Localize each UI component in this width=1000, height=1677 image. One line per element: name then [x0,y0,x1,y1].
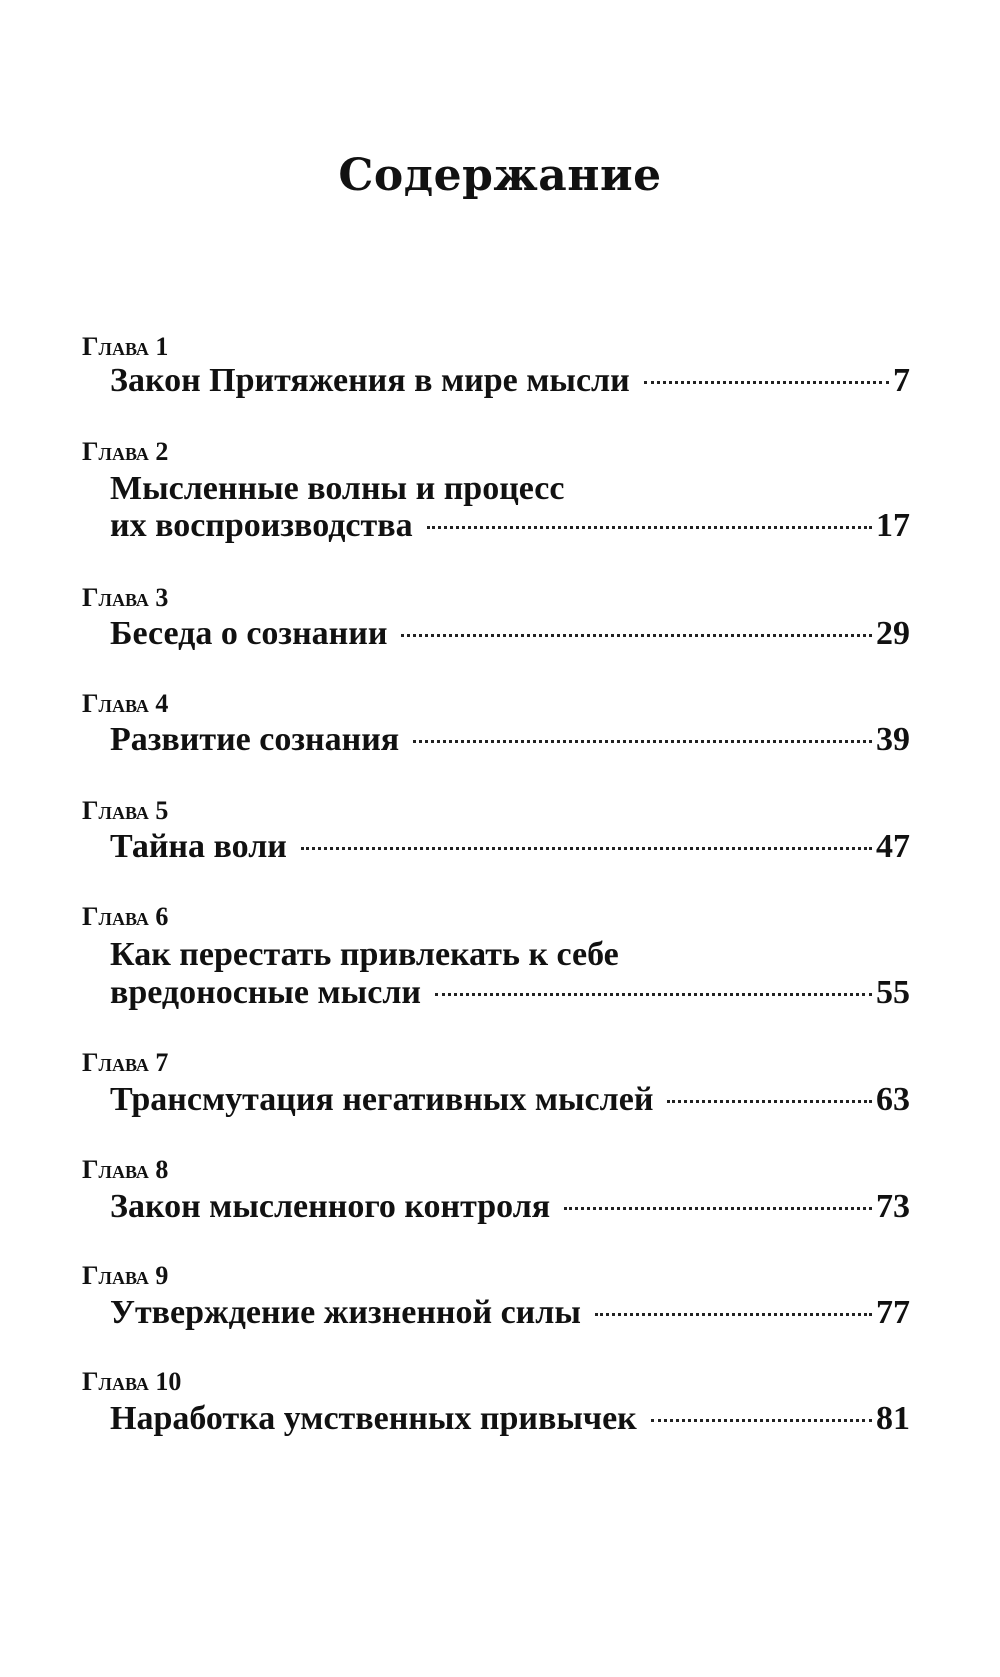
chapter-label: Глава 9 [82,1261,169,1290]
page-number: 73 [876,1188,910,1225]
page-number: 55 [876,974,910,1011]
page-number: 7 [893,362,910,399]
page-title: Содержание [338,150,662,201]
page-number: 17 [876,507,910,544]
toc-entry[interactable] [110,1294,910,1334]
dot-leader [401,634,872,637]
page-number: 77 [876,1294,910,1331]
toc-entry[interactable] [110,1400,910,1440]
toc-entry[interactable] [110,362,910,402]
chapter-title: Закон мысленного контроля [110,1188,551,1225]
chapter-title: Беседа о сознании [110,615,388,652]
toc-entry[interactable] [110,1081,910,1121]
chapter-label: Глава 6 [82,902,169,931]
dot-leader [595,1313,872,1316]
chapter-title: вредоносные мысли [110,974,421,1011]
chapter-label: Глава 8 [82,1155,169,1184]
dot-leader [413,740,872,743]
dot-leader [435,993,872,996]
chapter-title: Тайна воли [110,828,287,865]
chapter-label: Глава 4 [82,689,169,718]
chapter-label: Глава 7 [82,1048,169,1077]
dot-leader [564,1207,872,1210]
chapter-label: Глава 10 [82,1367,182,1396]
toc-entry[interactable] [110,974,910,1014]
chapter-label: Глава 1 [82,332,169,361]
chapter-title-line[interactable]: Мысленные волны и процесс [110,470,565,507]
toc-entry[interactable] [110,1188,910,1228]
toc-entry[interactable] [110,615,910,655]
chapter-title: их воспроизводства [110,507,413,544]
chapter-label: Глава 2 [82,437,169,466]
chapter-title: Наработка умственных привычек [110,1400,637,1437]
dot-leader [667,1100,872,1103]
chapter-title: Закон Притяжения в мире мысли [110,362,630,399]
dot-leader [301,847,872,850]
chapter-title-line[interactable]: Как перестать привлекать к себе [110,936,619,973]
dot-leader [427,526,872,529]
page-number: 39 [876,721,910,758]
dot-leader [651,1419,872,1422]
toc-entry[interactable] [110,828,910,868]
page-number: 81 [876,1400,910,1437]
chapter-title: Развитие сознания [110,721,400,758]
chapter-title: Утверждение жизненной силы [110,1294,581,1331]
chapter-title: Трансмутация негативных мыслей [110,1081,654,1118]
chapter-label: Глава 3 [82,583,169,612]
toc-entry[interactable] [110,721,910,761]
page-number: 29 [876,615,910,652]
chapter-label: Глава 5 [82,796,169,825]
page-number: 63 [876,1081,910,1118]
page-number: 47 [876,828,910,865]
dot-leader [644,381,889,384]
toc-entry[interactable] [110,507,910,547]
